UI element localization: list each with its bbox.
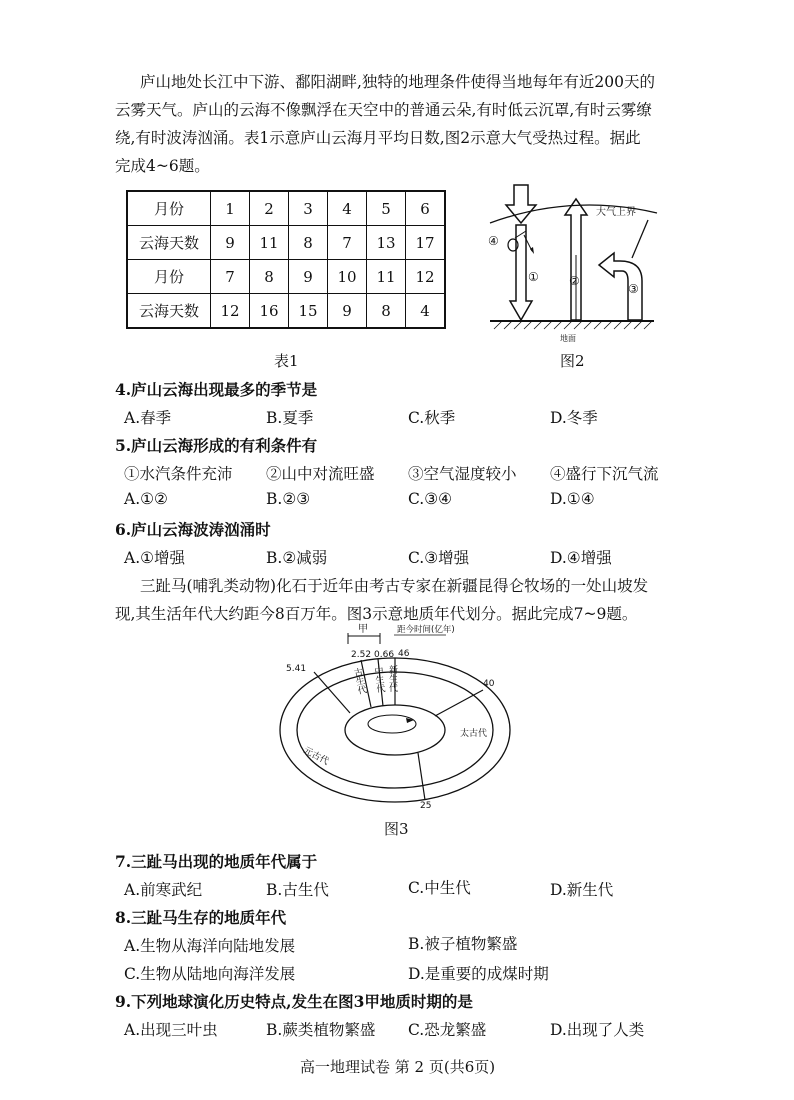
table1-caption: 表1 (274, 352, 299, 370)
unit-label: 距今时间(亿年) (397, 625, 455, 635)
table1 (126, 190, 446, 329)
label-1: ① (528, 270, 539, 284)
table-cell: 2 (250, 191, 289, 226)
fig2-diagram (482, 183, 662, 345)
q8-option-d[interactable]: D.是重要的成煤时期 (408, 965, 549, 983)
table-cell: 9 (328, 294, 367, 329)
divider-25 (418, 753, 425, 800)
era-gusheng: 古生代 (351, 666, 367, 696)
era-xinsheng: 新生代 (387, 665, 397, 692)
q6-stem: 6.庐山云海波涛汹涌时 (115, 520, 271, 539)
table-cell: 12 (211, 294, 250, 329)
incoming-radiation-arrow (506, 185, 536, 223)
table-cell: 8 (289, 226, 328, 260)
q5-condition-3: ③空气湿度较小 (408, 465, 517, 483)
q8-option-b[interactable]: B.被子植物繁盛 (408, 935, 518, 953)
fig2-caption: 图2 (560, 352, 585, 370)
table-cell: 10 (328, 260, 367, 294)
direction-arrowhead (406, 718, 414, 723)
table-cell: 17 (406, 226, 446, 260)
divider-40 (435, 690, 483, 716)
table-cell: 7 (211, 260, 250, 294)
upper-boundary-label: 大气上界 (596, 207, 636, 218)
q5-option-b[interactable]: B.②③ (266, 490, 311, 508)
q9-option-d[interactable]: D.出现了人类 (550, 1021, 645, 1039)
table-cell: 9 (211, 226, 250, 260)
q4-option-c[interactable]: C.秋季 (408, 409, 456, 427)
table-cell: 12 (406, 260, 446, 294)
intro2-line2: 现,其生活年代大约距今8百万年。图3示意地质年代划分。据此完成7~9题。 (115, 605, 638, 623)
row-header: 云海天数 (127, 226, 211, 260)
q5-condition-2: ②山中对流旺盛 (266, 465, 375, 483)
q4-option-b[interactable]: B.夏季 (266, 409, 314, 427)
row-header: 月份 (127, 260, 211, 294)
q5-option-a[interactable]: A.①② (124, 490, 168, 508)
table-cell: 3 (289, 191, 328, 226)
table-cell: 4 (406, 294, 446, 329)
q9-option-b[interactable]: B.蕨类植物繁盛 (266, 1021, 376, 1039)
table-cell: 9 (289, 260, 328, 294)
intro1-line3: 绕,有时波涛汹涌。表1示意庐山云海月平均日数,图2示意大气受热过程。据此 (115, 129, 641, 147)
q7-option-b[interactable]: B.古生代 (266, 881, 329, 899)
q4-option-d[interactable]: D.冬季 (550, 409, 598, 427)
jia-label: 甲 (358, 624, 368, 635)
q8-stem: 8.三趾马生存的地质年代 (115, 908, 287, 927)
q8-option-a[interactable]: A.生物从海洋向陆地发展 (124, 937, 296, 955)
arrow-3-pointer (632, 220, 648, 258)
center-ring (368, 715, 416, 733)
table-cell: 16 (250, 294, 289, 329)
q5-option-c[interactable]: C.③④ (408, 490, 453, 508)
label-3: ③ (628, 282, 639, 296)
time-25: 25 (420, 801, 432, 811)
table-cell: 11 (367, 260, 406, 294)
table-cell: 11 (250, 226, 289, 260)
q9-stem: 9.下列地球演化历史特点,发生在图3甲地质时期的是 (115, 992, 473, 1011)
q5-option-d[interactable]: D.①④ (550, 490, 595, 508)
q6-option-a[interactable]: A.①增强 (124, 549, 186, 567)
q9-option-c[interactable]: C.恐龙繁盛 (408, 1021, 487, 1039)
table-cell: 6 (406, 191, 446, 226)
fig3-caption: 图3 (384, 820, 409, 838)
ground-label: 地面 (560, 334, 576, 343)
q4-option-a[interactable]: A.春季 (124, 409, 172, 427)
page-footer: 高一地理试卷 第 2 页(共6页) (300, 1058, 496, 1076)
table-cell: 7 (328, 226, 367, 260)
era-yuangu: 元古代 (301, 745, 331, 768)
q6-option-c[interactable]: C.③增强 (408, 549, 470, 567)
era-taigu: 太古代 (460, 729, 488, 739)
intro1-line1: 庐山地处长江中下游、鄱阳湖畔,独特的地理条件使得当地每年有近200天的 (140, 73, 656, 91)
intro1-line4: 完成4~6题。 (115, 157, 210, 175)
row-header: 月份 (127, 191, 211, 226)
time-46: 46 (398, 649, 410, 659)
label-4: ④ (488, 234, 499, 248)
table-cell: 5 (367, 191, 406, 226)
table-row (127, 260, 445, 294)
q6-option-b[interactable]: B.②减弱 (266, 549, 328, 567)
table-cell: 8 (367, 294, 406, 329)
q7-option-d[interactable]: D.新生代 (550, 881, 614, 899)
time-40: 40 (483, 679, 495, 689)
table-cell: 8 (250, 260, 289, 294)
time-066: 0.66 (374, 650, 395, 660)
q7-stem: 7.三趾马出现的地质年代属于 (115, 852, 318, 871)
q4-stem: 4.庐山云海出现最多的季节是 (115, 380, 318, 399)
era-zhongsheng: 中生代 (372, 665, 385, 694)
q5-condition-1: ①水汽条件充沛 (124, 465, 233, 483)
table-row (127, 226, 445, 260)
fig3-diagram (270, 620, 530, 812)
table-row (127, 294, 445, 329)
intro1-line2: 云雾天气。庐山的云海不像飘浮在天空中的普通云朵,有时低云沉罩,有时云雾缭 (115, 101, 652, 119)
inner-ring (345, 705, 445, 755)
q5-condition-4: ④盛行下沉气流 (550, 465, 659, 483)
ground-hatching (494, 321, 652, 329)
intro2-line1: 三趾马(哺乳类动物)化石于近年由考古专家在新疆昆得仑牧场的一处山坡发 (140, 577, 649, 595)
q6-option-d[interactable]: D.④增强 (550, 549, 612, 567)
q8-option-c[interactable]: C.生物从陆地向海洋发展 (124, 965, 296, 983)
q7-option-c[interactable]: C.中生代 (408, 879, 471, 897)
table-row (127, 191, 445, 226)
row-header: 云海天数 (127, 294, 211, 329)
table-cell: 15 (289, 294, 328, 329)
q7-option-a[interactable]: A.前寒武纪 (124, 881, 203, 899)
table-cell: 4 (328, 191, 367, 226)
table-cell: 13 (367, 226, 406, 260)
label-2: ② (569, 274, 580, 288)
table-cell: 1 (211, 191, 250, 226)
q9-option-a[interactable]: A.出现三叶虫 (124, 1021, 218, 1039)
time-541: 5.41 (286, 664, 307, 674)
time-252: 2.52 (351, 650, 372, 660)
q5-stem: 5.庐山云海形成的有利条件有 (115, 436, 318, 455)
